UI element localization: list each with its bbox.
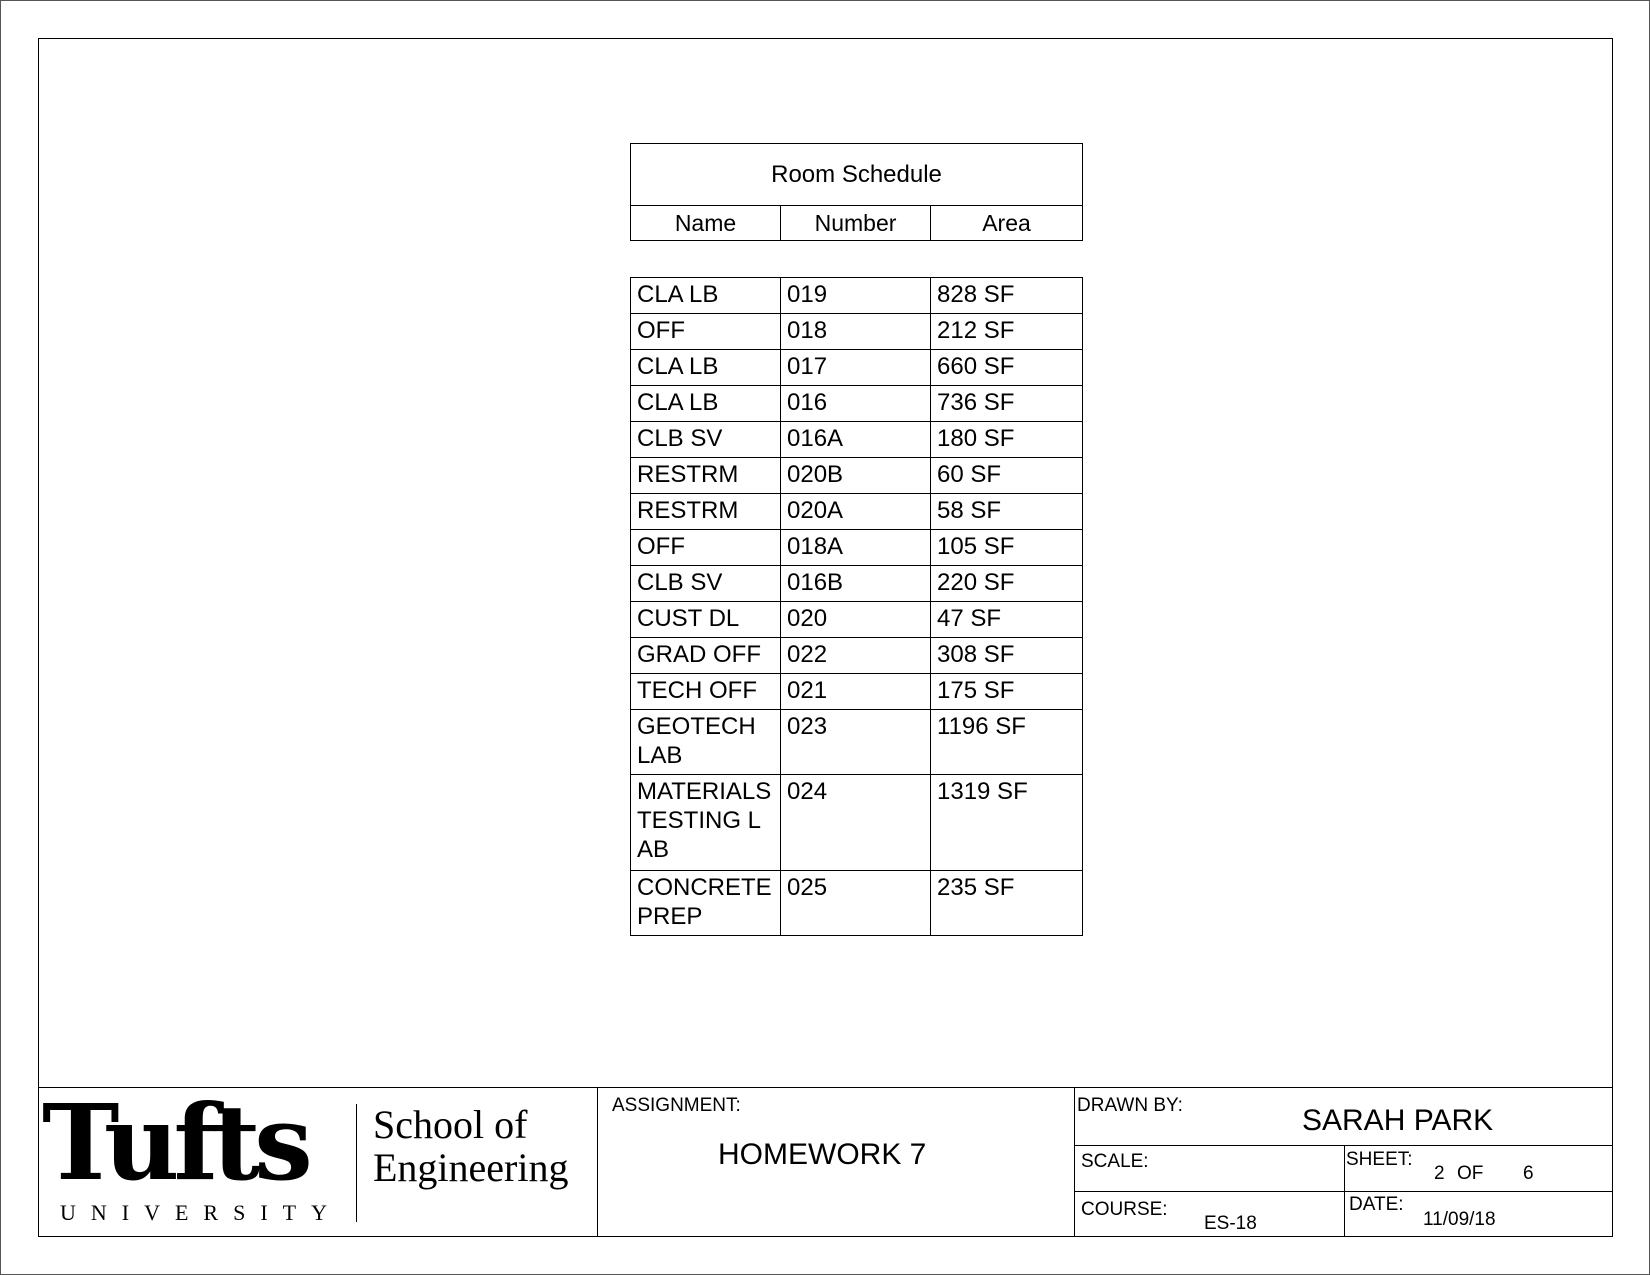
scale-label: SCALE: (1081, 1151, 1149, 1172)
school-line-2: Engineering (373, 1145, 569, 1190)
room-number-cell: 018 (781, 314, 931, 350)
room-number-cell: 018A (781, 530, 931, 566)
room-name-cell: RESTRM (631, 458, 781, 494)
room-area-cell: 212 SF (931, 314, 1083, 350)
column-header-number: Number (781, 206, 931, 241)
logo-divider (356, 1104, 357, 1222)
schedule-row (631, 710, 1083, 775)
schedule-row (631, 422, 1083, 458)
course-value: ES-18 (1204, 1213, 1257, 1234)
room-name-cell: OFF (631, 314, 781, 350)
schedule-row (631, 775, 1083, 871)
sheet-of: OF (1457, 1163, 1484, 1184)
room-area-cell: 47 SF (931, 602, 1083, 638)
room-name-cell: MATERIALS TESTING LAB (631, 775, 781, 871)
room-area-cell: 60 SF (931, 458, 1083, 494)
schedule-row (631, 494, 1083, 530)
schedule-row (631, 674, 1083, 710)
room-name-cell: CLA LB (631, 350, 781, 386)
schedule-title: Room Schedule (631, 144, 1083, 206)
schedule-row (631, 530, 1083, 566)
room-area-cell: 235 SF (931, 871, 1083, 936)
room-name-cell: CUST DL (631, 602, 781, 638)
drawn-by-label: DRAWN BY: (1077, 1095, 1183, 1116)
room-number-cell: 019 (781, 278, 931, 314)
room-name-cell: CLA LB (631, 386, 781, 422)
title-block-divider (597, 1087, 598, 1237)
room-schedule-header (630, 143, 1083, 241)
room-number-cell: 021 (781, 674, 931, 710)
schedule-row (631, 314, 1083, 350)
sheet-label: SHEET: (1346, 1149, 1413, 1170)
school-line-1: School of (373, 1102, 528, 1147)
room-number-cell: 017 (781, 350, 931, 386)
schedule-row (631, 386, 1083, 422)
room-number-cell: 023 (781, 710, 931, 775)
title-block-divider (1074, 1145, 1613, 1146)
room-name-cell: CLB SV (631, 422, 781, 458)
room-area-cell: 180 SF (931, 422, 1083, 458)
room-area-cell: 308 SF (931, 638, 1083, 674)
room-area-cell: 220 SF (931, 566, 1083, 602)
tufts-logo-university: UNIVERSITY (60, 1200, 342, 1225)
date-value: 11/09/18 (1423, 1209, 1496, 1230)
room-name-cell: GEOTECH LAB (631, 710, 781, 775)
title-block-divider (1074, 1191, 1613, 1192)
room-number-cell: 016B (781, 566, 931, 602)
room-number-cell: 024 (781, 775, 931, 871)
sheet-total: 6 (1523, 1163, 1534, 1184)
room-number-cell: 020 (781, 602, 931, 638)
room-name-cell: CLB SV (631, 566, 781, 602)
schedule-row (631, 566, 1083, 602)
schedule-row (631, 602, 1083, 638)
room-name-cell: GRAD OFF (631, 638, 781, 674)
room-name-cell: OFF (631, 530, 781, 566)
room-number-cell: 020A (781, 494, 931, 530)
room-number-cell: 025 (781, 871, 931, 936)
assignment-label: ASSIGNMENT: (612, 1095, 741, 1116)
title-block-divider (1074, 1087, 1075, 1237)
column-header-name: Name (631, 206, 781, 241)
sheet-number: 2 (1434, 1163, 1445, 1184)
room-area-cell: 828 SF (931, 278, 1083, 314)
schedule-row (631, 871, 1083, 936)
course-label: COURSE: (1081, 1199, 1168, 1220)
room-area-cell: 58 SF (931, 494, 1083, 530)
room-area-cell: 105 SF (931, 530, 1083, 566)
schedule-row (631, 278, 1083, 314)
tufts-logo-wordmark: Tufts (42, 1081, 307, 1204)
column-header-area: Area (931, 206, 1083, 241)
room-name-cell: CONCRETE PREP (631, 871, 781, 936)
date-label: DATE: (1349, 1194, 1404, 1215)
drawn-by-value: SARAH PARK (1302, 1104, 1494, 1137)
school-of-engineering-logo (373, 1103, 569, 1189)
room-number-cell: 016A (781, 422, 931, 458)
room-area-cell: 1319 SF (931, 775, 1083, 871)
room-name-cell: RESTRM (631, 494, 781, 530)
room-area-cell: 736 SF (931, 386, 1083, 422)
schedule-row (631, 350, 1083, 386)
room-number-cell: 020B (781, 458, 931, 494)
room-name-cell: CLA LB (631, 278, 781, 314)
room-number-cell: 022 (781, 638, 931, 674)
room-number-cell: 016 (781, 386, 931, 422)
room-area-cell: 660 SF (931, 350, 1083, 386)
room-name-cell: TECH OFF (631, 674, 781, 710)
assignment-value: HOMEWORK 7 (718, 1138, 927, 1171)
room-schedule-body (630, 277, 1083, 936)
room-area-cell: 1196 SF (931, 710, 1083, 775)
schedule-row (631, 638, 1083, 674)
room-area-cell: 175 SF (931, 674, 1083, 710)
schedule-row (631, 458, 1083, 494)
